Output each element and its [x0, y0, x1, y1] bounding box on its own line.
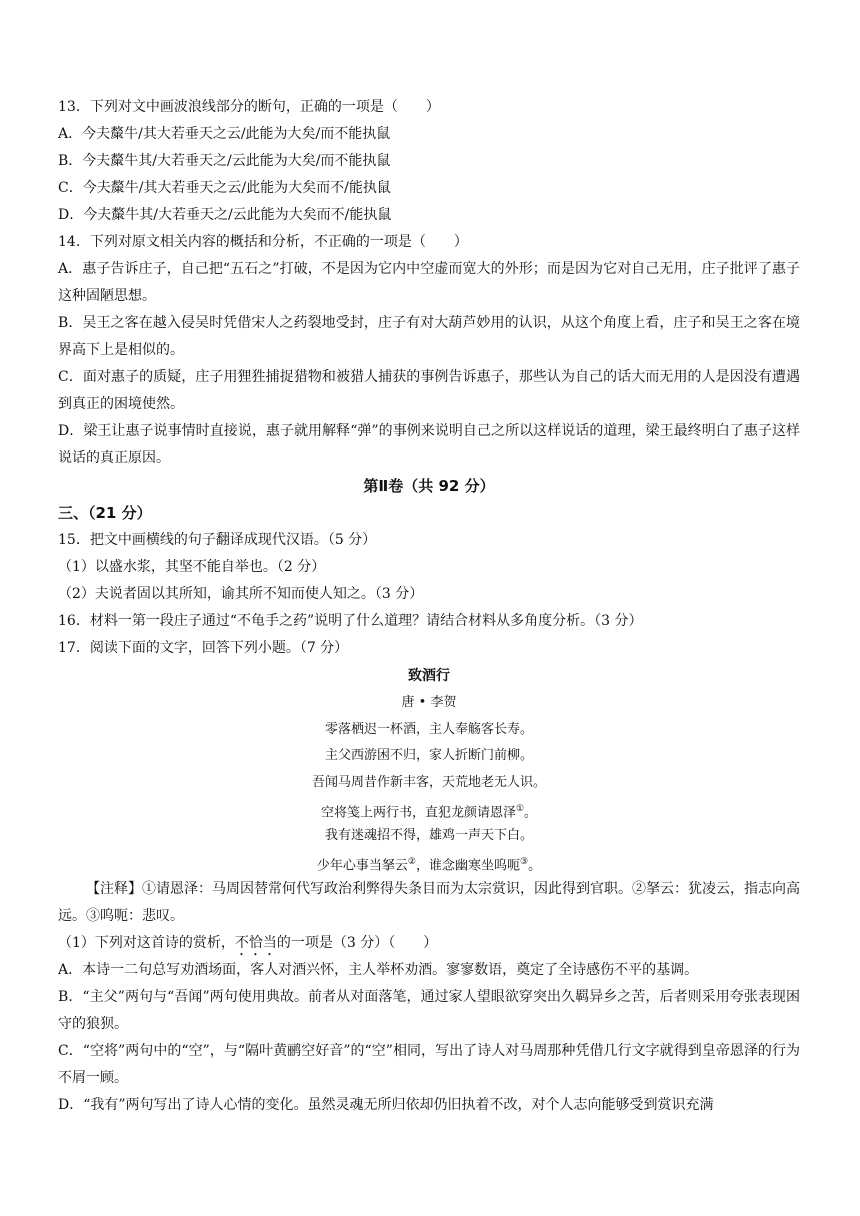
q13-option-c: C．今夫斄牛/其大若垂天之云/此能为大矣而不/能执鼠 — [58, 180, 391, 196]
note-ref-1: ① — [515, 804, 525, 814]
poem-line-6a: 少年心事当拏云 — [316, 858, 408, 874]
q15-item-2: （2）夫说者固以其所知，谕其所不知而使人知之。（3 分） — [58, 586, 424, 602]
q14-option-d: D．梁王让惠子说事情时直接说，惠子就用解释“弹”的事例来说明自己之所以这样说话的道理，梁王最终明白了惠子这样说话的真正原因。 — [58, 423, 800, 466]
poem-line-6b: ，谁念幽寒坐呜呃 — [415, 858, 520, 874]
q14-option-b: B．吴王之客在越入侵吴时凭借宋人之药裂地受封，庄子有对大葫芦妙用的认识，从这个角度上看，庄子和吴王之客在境界高下上是相似的。 — [58, 315, 800, 358]
poem-line-4-text: 空将笺上两行书，直犯龙颜请恩泽 — [320, 805, 516, 821]
q13-option-d: D．今夫斄牛其/大若垂天之/云此能为大矣而不/能执鼠 — [58, 207, 392, 223]
poem-author: 唐 • 李贺 — [401, 695, 457, 710]
q14-option-a: A．惠子告诉庄子，自己把“五石之”打破，不是因为它内中空虚而宽大的外形；而是因为它对自己无用，庄子批评了惠子这种固陋思想。 — [58, 261, 800, 304]
q15-item-1: （1）以盛水浆，其坚不能自举也。（2 分） — [58, 559, 326, 575]
q17-option-a: A．本诗一二句总写劝酒场面，客人对酒兴怀，主人举杯劝酒。寥寥数语，奠定了全诗感伤不平的基调。 — [58, 961, 699, 978]
q17-sub1-emphasis: 不恰当 — [234, 934, 277, 951]
poem-line-4 — [58, 796, 800, 823]
poem-line-1: 零落栖迟一杯酒，主人奉觞客长寿。 — [324, 721, 533, 737]
exam-page — [58, 94, 800, 1119]
poem-line-4-punct: 。 — [524, 805, 538, 821]
poem-line-6 — [58, 849, 800, 876]
q16-stem: 16．材料一第一段庄子通过“不龟手之药”说明了什么道理？请结合材料从多角度分析。（3 分） — [58, 613, 643, 629]
poem-line-6-punct: 。 — [528, 858, 542, 874]
poem-line-3: 吾闻马周昔作新丰客，天荒地老无人识。 — [311, 774, 546, 790]
q17-option-d: D．“我有”两句写出了诗人心情的变化。虽然灵魂无所归依却仍旧执着不改，对个人志向能够受到赏识充满 — [58, 1096, 714, 1113]
q15-stem: 15．把文中画横线的句子翻译成现代汉语。（5 分） — [58, 532, 377, 548]
q17-sub1-pre: （1）下列对这首诗的赏析， — [58, 934, 235, 951]
q14-option-c: C．面对惠子的质疑，庄子用狸狌捕捉猎物和被猎人捕获的事例告诉惠子，那些认为自己的话大而无用的人是因没有遭遇到真正的困境使然。 — [58, 369, 800, 412]
section3-heading: 三、（21 分） — [58, 504, 152, 522]
poem-line-5: 我有迷魂招不得，雄鸡一声天下白。 — [324, 827, 533, 843]
q17-sub1-stem — [58, 930, 800, 957]
q13-option-b: B．今夫斄牛其/大若垂天之/云此能为大矣/而不能执鼠 — [58, 153, 391, 169]
q17-stem: 17．阅读下面的文字，回答下列小题。（7 分） — [58, 640, 349, 656]
part2-title: 第Ⅱ卷（共 92 分） — [363, 477, 495, 495]
poem-title: 致酒行 — [408, 668, 450, 684]
q17-sub1-post: 的一项是（3 分）（ ） — [276, 934, 438, 951]
note-ref-3: ③ — [520, 857, 529, 867]
q14-stem: 14．下列对原文相关内容的概括和分析，不正确的一项是（ ） — [58, 234, 468, 250]
poem-annotation: 【注释】①请恩泽：马周因替常何代写政治利弊得失条目而为太宗赏识，因此得到官职。②拏云：犹凌云，指志向高远。③呜呃：悲叹。 — [58, 880, 800, 924]
q13-stem: 13．下列对文中画波浪线部分的断句，正确的一项是（ ） — [58, 99, 440, 115]
note-ref-2: ② — [407, 857, 416, 867]
q17-option-c: C．“空将”两句中的“空”，与“隔叶黄鹂空好音”的“空”相同，写出了诗人对马周那种凭借几行文字就得到皇帝恩泽的行为不屑一顾。 — [58, 1042, 800, 1086]
poem-line-2: 主父西游困不归，家人折断门前柳。 — [324, 748, 533, 763]
q17-option-b: B．“主父”两句与“吾闻”两句使用典故。前者从对面落笔，通过家人望眼欲穿突出久羁异乡之苦，后者则采用夸张表现困守的狼狈。 — [58, 988, 800, 1032]
q13-option-a: A．今夫斄牛/其大若垂天之云/此能为大矣/而不能执鼠 — [58, 126, 391, 142]
